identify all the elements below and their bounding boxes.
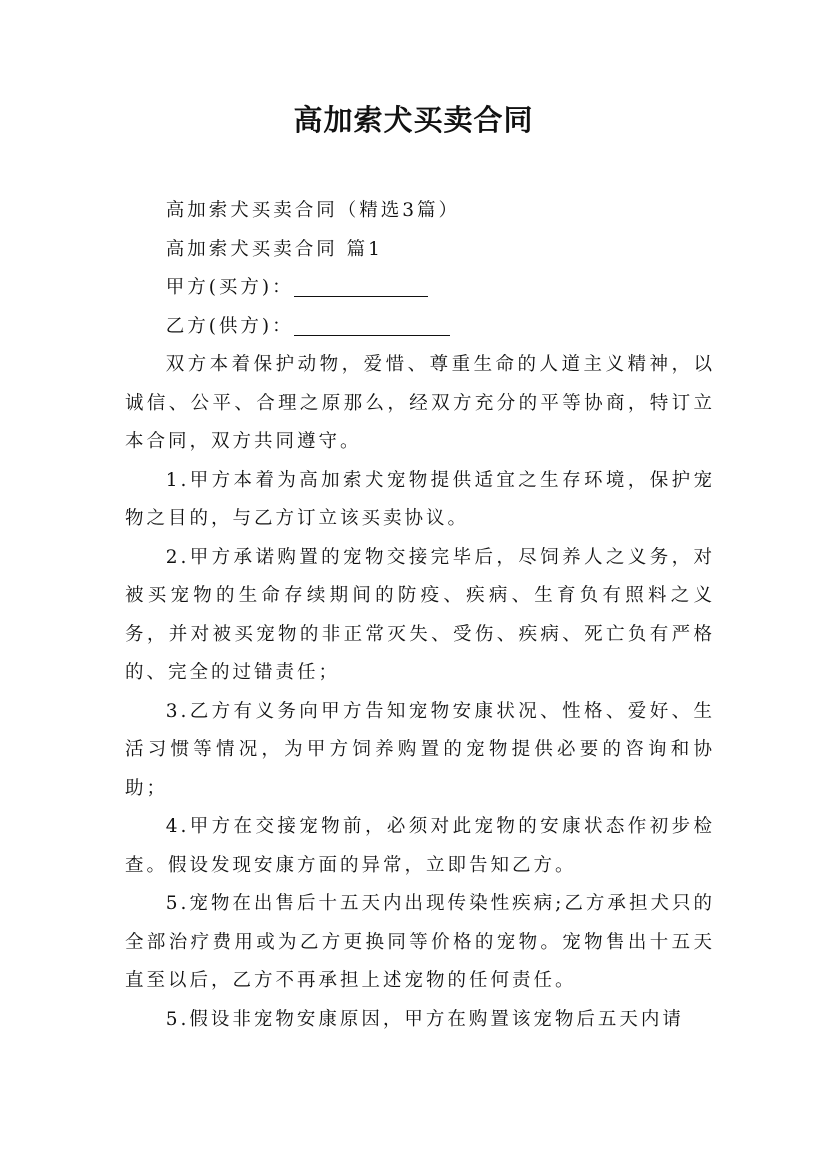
document-title: 高加索犬买卖合同 — [293, 103, 534, 137]
party-a-line — [125, 269, 715, 308]
document-body — [125, 192, 715, 1039]
clause-5a: 5.宠物在出售后十五天内出现传染性疾病;乙方承担犬只的全部治疗费用或为乙方更换同等价格的宠物。宠物售出十五天直至以后，乙方不再承担上述宠物的任何责任。 — [125, 893, 715, 991]
clause-4: 4.甲方在交接宠物前，必须对此宠物的安康状态作初步检查。假设发现安康方面的异常，立即告知乙方。 — [125, 816, 715, 876]
clause-5b: 5.假设非宠物安康原因，甲方在购置该宠物后五天内请 — [165, 1008, 684, 1030]
clause-3: 3.乙方有义务向甲方告知宠物安康状况、性格、爱好、生活习惯等情况，为甲方饲养购置的宠物提供必要的咨询和协助； — [125, 700, 715, 799]
party-b-label: 乙方(供方)： — [165, 315, 294, 337]
intro-line: 高加索犬买卖合同（精选3篇） — [165, 200, 460, 221]
paragraph-preamble: 双方本着保护动物，爱惜、尊重生命的人道主义精神，以诚信、公平、合理之原那么，经双方充分的平等协商，特订立本合同，双方共同遵守。 — [125, 354, 715, 452]
clause-2: 2.甲方承诺购置的宠物交接完毕后，尽饲养人之义务，对被买宠物的生命存续期间的防疫、疾病、生育负有照料之义务，并对被买宠物的非正常灭失、受伤、疾病、死亡负有严格的、完全的过错责任； — [125, 546, 715, 683]
party-a-label: 甲方(买方)： — [165, 277, 294, 298]
party-a-blank — [294, 276, 428, 297]
section-heading: 高加索犬买卖合同 篇1 — [165, 238, 383, 260]
party-b-blank — [294, 315, 450, 336]
party-b-line — [125, 308, 715, 347]
clause-1: 1.甲方本着为高加索犬宠物提供适宜之生存环境，保护宠物之目的，与乙方订立该买卖协议。 — [125, 469, 715, 529]
